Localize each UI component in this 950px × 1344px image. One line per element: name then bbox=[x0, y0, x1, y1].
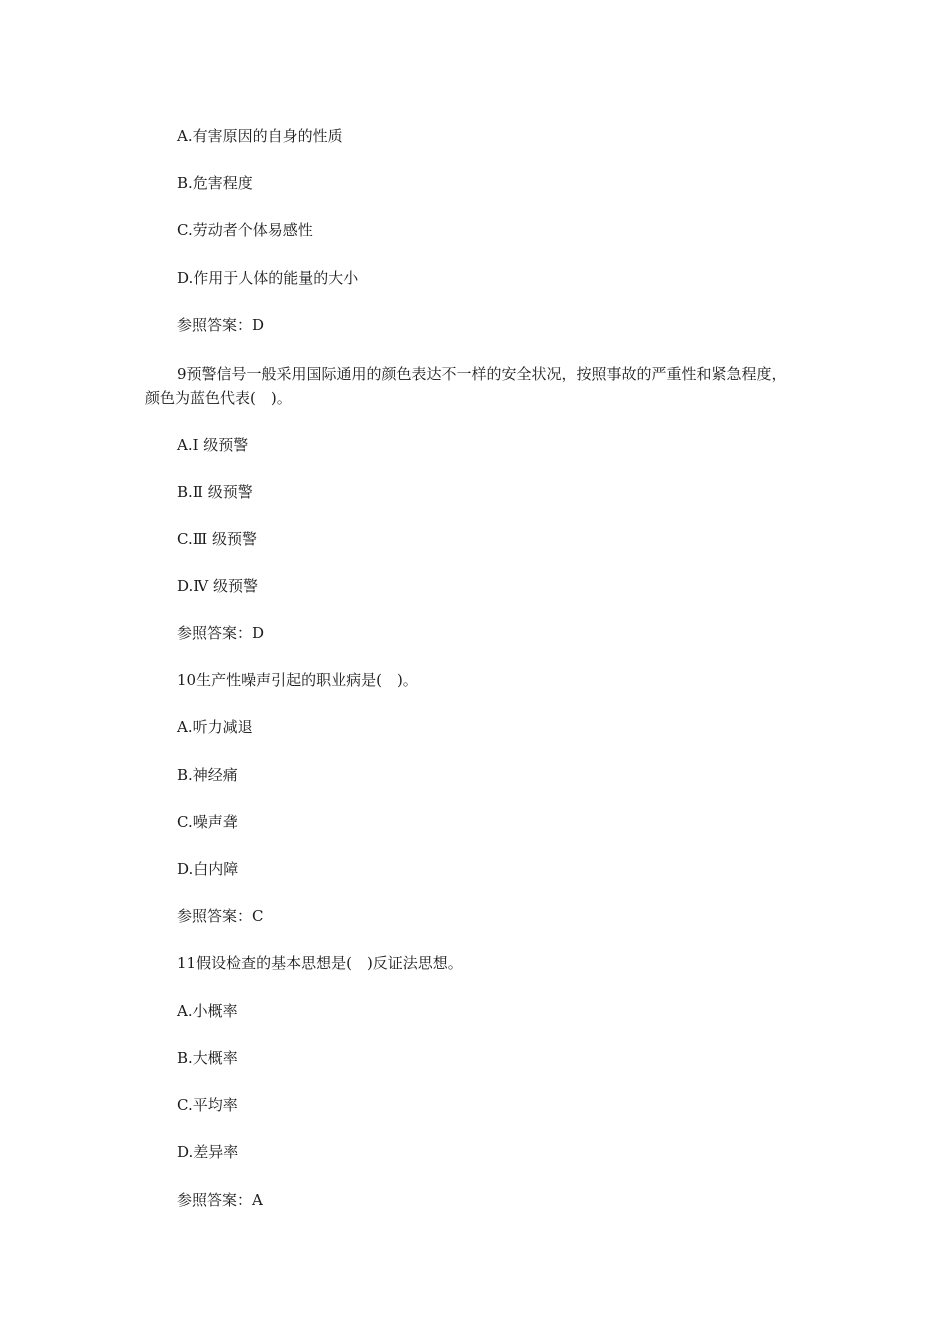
q11-option-d: D.差异率 bbox=[177, 1143, 239, 1161]
q11-option-b: B.大概率 bbox=[177, 1049, 238, 1067]
q10-option-c: C.噪声聋 bbox=[177, 813, 238, 831]
q11-question: 11假设检查的基本思想是( )反证法思想。 bbox=[177, 954, 463, 972]
q9-answer: 参照答案：D bbox=[177, 624, 265, 642]
q9-option-d: D.Ⅳ 级预警 bbox=[177, 577, 259, 595]
q10-question: 10生产性噪声引起的职业病是( )。 bbox=[177, 671, 418, 689]
q11-option-a: A.小概率 bbox=[177, 1002, 238, 1020]
q11-option-c: C.平均率 bbox=[177, 1096, 238, 1114]
q8-option-d: D.作用于人体的能量的大小 bbox=[177, 269, 359, 287]
q8-answer: 参照答案：D bbox=[177, 316, 265, 334]
q10-option-d: D.白内障 bbox=[177, 860, 239, 878]
q10-answer: 参照答案：C bbox=[177, 907, 264, 925]
q11-answer: 参照答案：A bbox=[177, 1191, 263, 1209]
q10-option-b: B.神经痛 bbox=[177, 766, 238, 784]
q9-option-a: A.Ⅰ 级预警 bbox=[177, 436, 249, 454]
q9-option-c: C.Ⅲ 级预警 bbox=[177, 530, 257, 548]
q10-option-a: A.听力减退 bbox=[177, 718, 253, 736]
q8-option-c: C.劳动者个体易感性 bbox=[177, 221, 313, 239]
q8-option-a: A.有害原因的自身的性质 bbox=[177, 127, 343, 145]
q9-option-b: B.Ⅱ 级预警 bbox=[177, 483, 253, 501]
q9-question: 9预警信号一般采用国际通用的颜色表达不一样的安全状况，按照事故的严重性和紧急程度，颜色为蓝色代表( )。 bbox=[145, 365, 787, 407]
q8-option-b: B.危害程度 bbox=[177, 174, 253, 192]
